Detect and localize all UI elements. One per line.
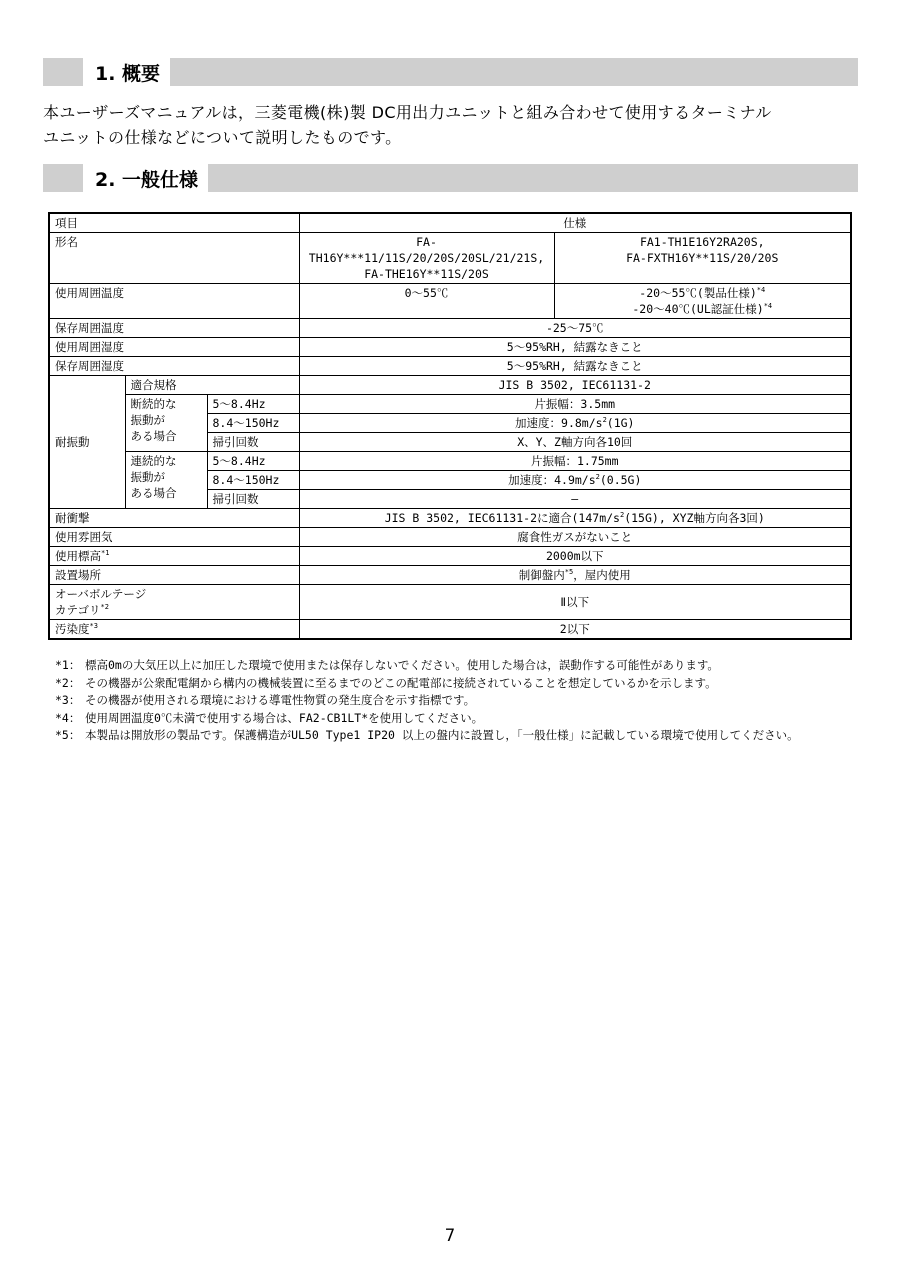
row-value: JIS B 3502, IEC61131-2 xyxy=(299,376,851,395)
freq-cell: 5～8.4Hz xyxy=(207,395,299,414)
table-row xyxy=(49,566,851,585)
footnote xyxy=(55,675,865,693)
footnote-text: その機器が公衆配電網から構内の機械装置に至るまでのどこの配電部に接続されていることを想定しているかを示します。 xyxy=(85,675,717,690)
footnote-text: その機器が使用される環境における導電性物質の発生度合を示す指標です。 xyxy=(85,693,476,707)
value-suffix: (0.5G) xyxy=(599,473,642,487)
freq-cell: 掃引回数 xyxy=(207,490,299,509)
value-text: 加速度：9.8m/s xyxy=(515,416,603,430)
spec-table xyxy=(48,212,852,640)
row-value: 2000m以下 xyxy=(299,547,851,566)
heading-bar-right xyxy=(208,164,858,192)
footnote-mark: *1 xyxy=(101,549,110,558)
op-temp-product-text: -20～55℃(製品仕様) xyxy=(639,286,757,300)
footnote xyxy=(55,657,865,675)
footnote-text: 本製品は開放形の製品です。保護構造がUL50 Type1 IP20 以上の盤内に設置し，「一般仕様」に記載している環境で使用してください。 xyxy=(85,728,799,742)
row-value: Ⅱ以下 xyxy=(299,585,851,620)
model-name: FA-FXTH16Y**11S/20/20S xyxy=(626,251,779,265)
footnote-mark: *4： xyxy=(55,710,81,725)
footnote-mark: *3 xyxy=(89,622,98,631)
row-value: 腐食性ガスがないこと xyxy=(299,528,851,547)
value-suffix: ，屋内使用 xyxy=(573,568,631,582)
table-row xyxy=(49,528,851,547)
section-heading-general-specs xyxy=(43,164,858,192)
value-suffix: (15G), XYZ軸方向各3回) xyxy=(624,511,765,525)
model-col2 xyxy=(554,233,851,284)
row-label xyxy=(49,547,299,566)
section-heading-overview xyxy=(43,58,858,86)
model-name: FA-THE16Y**11S/20S xyxy=(364,267,489,281)
row-label: 設置場所 xyxy=(49,566,299,585)
table-row xyxy=(49,509,851,528)
heading-bar-left xyxy=(43,164,83,192)
footnotes xyxy=(55,657,865,745)
freq-cell: 8.4～150Hz xyxy=(207,414,299,433)
table-row xyxy=(49,452,851,471)
value-text: 制御盤内 xyxy=(518,568,565,582)
row-label: 使用周囲温度 xyxy=(49,284,299,319)
intro-paragraph xyxy=(43,100,858,150)
table-row xyxy=(49,357,851,376)
superscript: 2 xyxy=(619,511,625,520)
intermittent-label xyxy=(125,395,207,452)
value-text: JIS B 3502, IEC61131-2に適合(147m/s xyxy=(384,511,620,525)
vibration-label: 耐振動 xyxy=(49,376,125,509)
footnote-mark: *4 xyxy=(763,302,773,311)
model-name: FA1-TH1E16Y2RA20S, xyxy=(639,235,765,249)
footnote-mark: *5： xyxy=(55,728,81,742)
op-temp-product xyxy=(560,285,846,301)
table-row xyxy=(49,319,851,338)
op-temp-col2 xyxy=(554,284,851,319)
footnote-mark: *5 xyxy=(564,568,574,577)
row-value: 片振幅：1.75mm xyxy=(299,452,851,471)
header-item: 項目 xyxy=(49,213,299,233)
label-text: 汚染度 xyxy=(55,622,90,636)
label-line: 断続的な xyxy=(130,397,177,411)
label-text: カテゴリ xyxy=(55,603,101,617)
footnote-mark: *4 xyxy=(756,286,766,295)
section-title: 2. 一般仕様 xyxy=(83,164,208,192)
row-label: 形名 xyxy=(49,233,299,284)
row-value: ― xyxy=(299,490,851,509)
row-value: -25～75℃ xyxy=(299,319,851,338)
footnote-text: 使用周囲温度0℃未満で使用する場合は、FA2-CB1LT*を使用してください。 xyxy=(85,710,484,725)
row-value: 5～95%RH, 結露なきこと xyxy=(299,338,851,357)
freq-cell: 8.4～150Hz xyxy=(207,471,299,490)
header-spec: 仕様 xyxy=(299,213,851,233)
row-value: 2以下 xyxy=(299,620,851,640)
model-name: FA-TH16Y***11/11S/20/20S/20SL/21/21S, xyxy=(308,235,545,265)
table-row xyxy=(49,620,851,640)
row-label: 耐衝撃 xyxy=(49,509,299,528)
heading-bar-right xyxy=(170,58,858,86)
row-label xyxy=(49,585,299,620)
table-row xyxy=(49,233,851,284)
row-value: 5～95%RH, 結露なきこと xyxy=(299,357,851,376)
label-line: 振動が xyxy=(130,470,165,484)
label-line xyxy=(55,602,294,618)
row-label: 適合規格 xyxy=(125,376,299,395)
row-value xyxy=(299,509,851,528)
label-line: 連続的な xyxy=(130,454,177,468)
label-text: 使用標高 xyxy=(55,549,101,563)
heading-bar-left xyxy=(43,58,83,86)
freq-cell: 掃引回数 xyxy=(207,433,299,452)
row-value xyxy=(299,414,851,433)
op-temp-col1: 0～55℃ xyxy=(299,284,554,319)
value-suffix: (1G) xyxy=(606,416,635,430)
row-value xyxy=(299,566,851,585)
superscript: 2 xyxy=(595,473,600,482)
label-line: オーバボルテージ xyxy=(55,587,147,601)
page-number: 7 xyxy=(444,1226,456,1246)
intro-line: 本ユーザーズマニュアルは，三菱電機(株)製 DC用出力ユニットと組み合わせて使用するターミナル xyxy=(43,103,772,122)
model-col1 xyxy=(299,233,554,284)
footnote-mark: *3： xyxy=(55,693,81,707)
footnote xyxy=(55,692,865,710)
footnote-text: 標高0mの大気圧以上に加圧した環境で使用または保存しないでください。使用した場合は，誤動作する可能性があります。 xyxy=(85,658,719,672)
value-text: 加速度：4.9m/s xyxy=(508,473,596,487)
row-label: 使用雰囲気 xyxy=(49,528,299,547)
footnote-mark: *1： xyxy=(55,658,81,672)
intro-line: ユニットの仕様などについて説明したものです。 xyxy=(43,128,402,147)
table-row xyxy=(49,376,851,395)
label-line: ある場合 xyxy=(130,486,177,500)
row-label: 保存周囲温度 xyxy=(49,319,299,338)
row-label: 使用周囲湿度 xyxy=(49,338,299,357)
table-header-row xyxy=(49,213,851,233)
table-row xyxy=(49,395,851,414)
footnote-mark: *2 xyxy=(100,603,109,612)
superscript: 2 xyxy=(602,416,607,425)
label-line: 振動が xyxy=(130,413,165,427)
op-temp-ul xyxy=(560,301,846,317)
table-row xyxy=(49,585,851,620)
footnote xyxy=(55,727,865,745)
label-line: ある場合 xyxy=(130,429,177,443)
freq-cell: 5～8.4Hz xyxy=(207,452,299,471)
footnote-mark: *2： xyxy=(55,675,81,690)
continuous-label xyxy=(125,452,207,509)
section-title: 1. 概要 xyxy=(83,58,170,86)
row-value: X、Y、Z軸方向各10回 xyxy=(299,433,851,452)
row-value xyxy=(299,471,851,490)
table-row xyxy=(49,547,851,566)
op-temp-ul-text: -20～40℃(UL認証仕様) xyxy=(632,302,764,316)
row-value: 片振幅：3.5mm xyxy=(299,395,851,414)
table-row xyxy=(49,284,851,319)
table-row xyxy=(49,338,851,357)
row-label xyxy=(49,620,299,640)
footnote xyxy=(55,710,865,728)
row-label: 保存周囲湿度 xyxy=(49,357,299,376)
